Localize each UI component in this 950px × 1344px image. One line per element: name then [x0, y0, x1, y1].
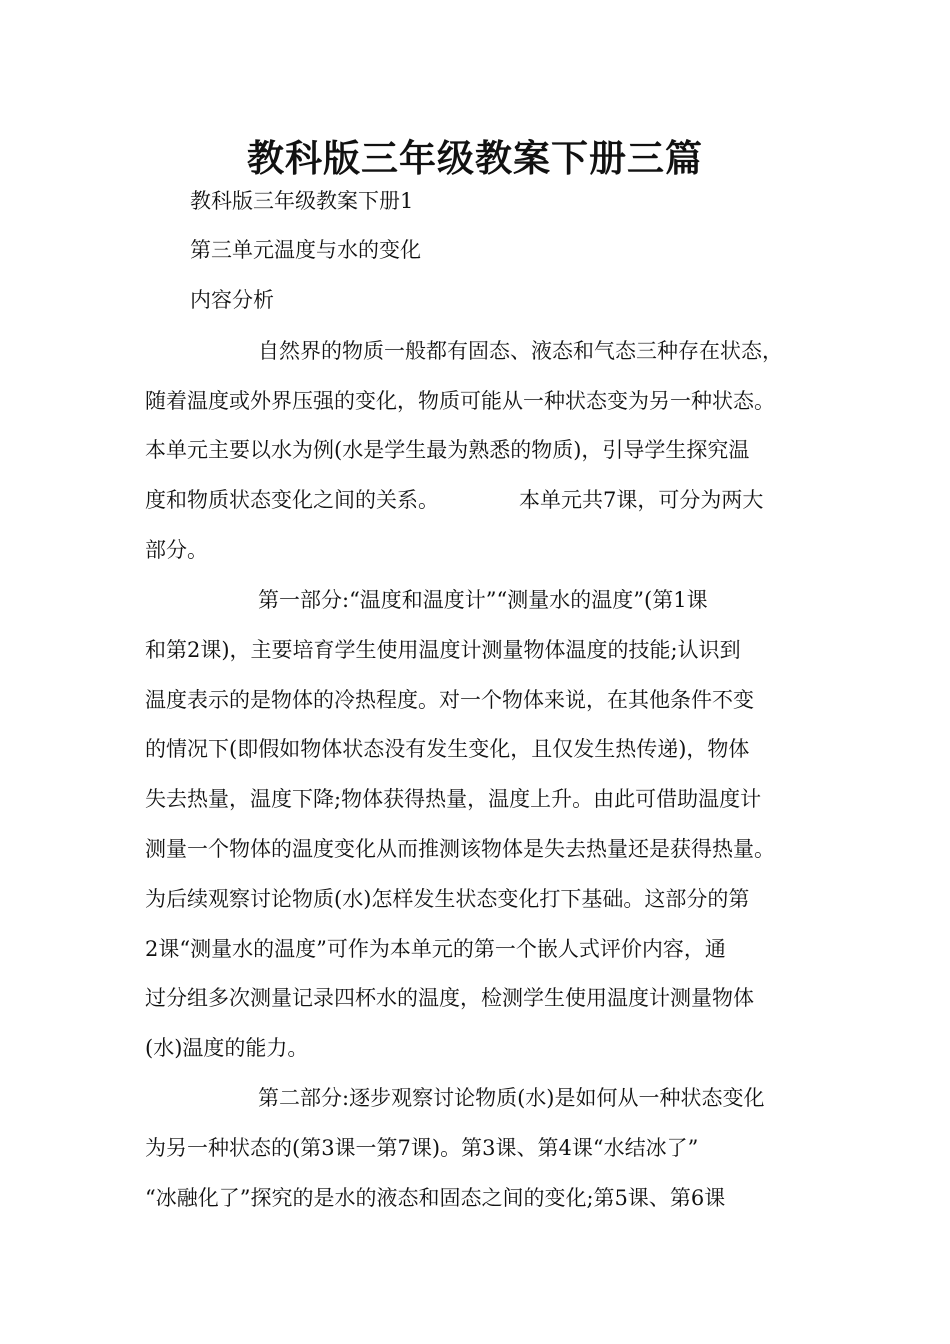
paragraph-2-line: 测量一个物体的温度变化从而推测该物体是失去热量还是获得热量。 — [145, 837, 775, 861]
paragraph-1-line — [145, 486, 763, 514]
subtitle: 教科版三年级教案下册1 — [190, 189, 414, 213]
section-heading: 内容分析 — [190, 288, 274, 312]
paragraph-3-line: 第二部分:逐步观察讨论物质(水)是如何从一种状态变化 — [258, 1086, 765, 1110]
paragraph-2-line: 过分组多次测量记录四杯水的温度，检测学生使用温度计测量物体 — [145, 986, 754, 1010]
paragraph-2-line: 2课“测量水的温度”可作为本单元的第一个嵌人式评价内容，通 — [145, 937, 726, 961]
paragraph-2-line: 温度表示的是物体的冷热程度。对一个物体来说，在其他条件不变 — [145, 688, 754, 712]
paragraph-2-line: (水)温度的能力。 — [145, 1036, 309, 1060]
paragraph-1-line: 自然界的物质一般都有固态、液态和气态三种存在状态， — [258, 339, 783, 363]
document-title: 教科版三年级教案下册三篇 — [247, 137, 703, 180]
paragraph-3-line: 为另一种状态的(第3课一第7课)。第3课、第4课“水结冰了” — [145, 1136, 699, 1160]
paragraph-2-line: 第一部分:“温度和温度计”“测量水的温度”(第1课 — [258, 588, 708, 612]
unit-heading: 第三单元温度与水的变化 — [190, 238, 421, 262]
paragraph-2-line: 为后续观察讨论物质(水)怎样发生状态变化打下基础。这部分的第 — [145, 887, 750, 911]
paragraph-3-line: “冰融化了”探究的是水的液态和固态之间的变化;第5课、第6课 — [145, 1186, 726, 1210]
paragraph-2-line: 失去热量，温度下降;物体获得热量，温度上升。由此可借助温度计 — [145, 787, 762, 811]
paragraph-2-line: 和第2课)，主要培育学生使用温度计测量物体温度的技能;认识到 — [145, 638, 741, 662]
paragraph-1-line: 部分。 — [145, 538, 208, 562]
paragraph-1-line: 本单元主要以水为例(水是学生最为熟悉的物质)，引导学生探究温 — [145, 438, 750, 462]
paragraph-1-line: 随着温度或外界压强的变化，物质可能从一种状态变为另一种状态。 — [145, 389, 775, 413]
paragraph-1-segment: 本单元共7课，可分为两大 — [519, 488, 764, 512]
paragraph-2-line: 的情况下(即假如物体状态没有发生变化，且仅发生热传递)，物体 — [145, 737, 750, 761]
paragraph-1-segment: 度和物质状态变化之间的关系。 — [145, 488, 439, 512]
